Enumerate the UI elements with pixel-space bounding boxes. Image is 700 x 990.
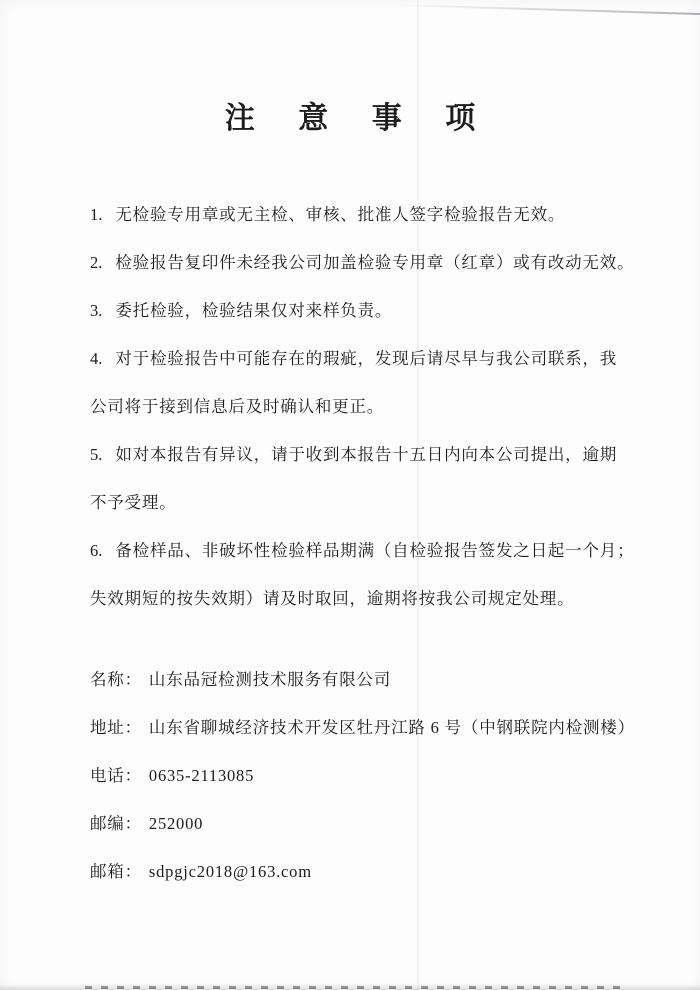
scan-fold-artifact xyxy=(417,0,419,990)
notice-number: 2. xyxy=(90,253,103,272)
notice-list xyxy=(90,191,652,623)
contact-label: 邮编： xyxy=(90,814,142,833)
notice-item xyxy=(90,527,652,623)
contact-value: 山东省聊城经济技术开发区牡丹江路 6 号（中钢联院内检测楼） xyxy=(148,718,635,737)
notice-line xyxy=(90,527,652,575)
contact-row-postcode xyxy=(90,800,652,848)
notice-line xyxy=(90,191,652,239)
notice-item xyxy=(90,191,652,239)
contact-row-email xyxy=(90,848,652,896)
notice-number: 1. xyxy=(90,205,103,224)
contact-block xyxy=(90,656,652,896)
contact-value: sdpgjc2018@163.com xyxy=(148,862,312,881)
notice-text: 检验报告复印件未经我公司加盖检验专用章（红章）或有改动无效。 xyxy=(115,253,635,272)
notice-item xyxy=(90,431,652,527)
contact-value: 252000 xyxy=(148,814,204,833)
contact-value: 山东品冠检测技术服务有限公司 xyxy=(148,670,392,689)
contact-label: 名称： xyxy=(90,670,142,689)
notice-item xyxy=(90,287,652,335)
notice-line-continuation: 失效期短的按失效期）请及时取回，逾期将按我公司规定处理。 xyxy=(90,589,575,608)
notice-number: 3. xyxy=(90,301,103,320)
notice-number: 4. xyxy=(90,349,103,368)
notice-line xyxy=(90,431,652,479)
notice-number: 6. xyxy=(90,541,103,560)
notice-line xyxy=(90,239,652,287)
contact-row-name xyxy=(90,656,652,704)
contact-value: 0635-2113085 xyxy=(148,766,255,785)
notice-text: 委托检验，检验结果仅对来样负责。 xyxy=(115,301,393,320)
notice-item xyxy=(90,335,652,431)
notice-line xyxy=(90,335,652,383)
contact-row-phone xyxy=(90,752,652,800)
notice-text: 对于检验报告中可能存在的瑕疵，发现后请尽早与我公司联系，我 xyxy=(115,349,618,368)
scan-edge-artifact-bottom xyxy=(0,984,700,990)
notice-line-continuation: 公司将于接到信息后及时确认和更正。 xyxy=(90,397,385,416)
page-title: 注 意 事 项 xyxy=(224,102,494,135)
notice-text: 备检样品、非破坏性检验样品期满（自检验报告签发之日起一个月； xyxy=(115,541,635,560)
contact-label: 邮箱： xyxy=(90,862,142,881)
contact-label: 地址： xyxy=(90,718,142,737)
notice-text: 无检验专用章或无主检、审核、批准人签字检验报告无效。 xyxy=(115,205,566,224)
contact-row-address xyxy=(90,704,652,752)
notice-item xyxy=(90,239,652,287)
notice-line-continuation: 不予受理。 xyxy=(90,493,177,512)
contact-label: 电话： xyxy=(90,766,142,785)
notice-line xyxy=(90,287,652,335)
notice-number: 5. xyxy=(90,445,103,464)
notice-text: 如对本报告有异议，请于收到本报告十五日内向本公司提出，逾期 xyxy=(115,445,618,464)
